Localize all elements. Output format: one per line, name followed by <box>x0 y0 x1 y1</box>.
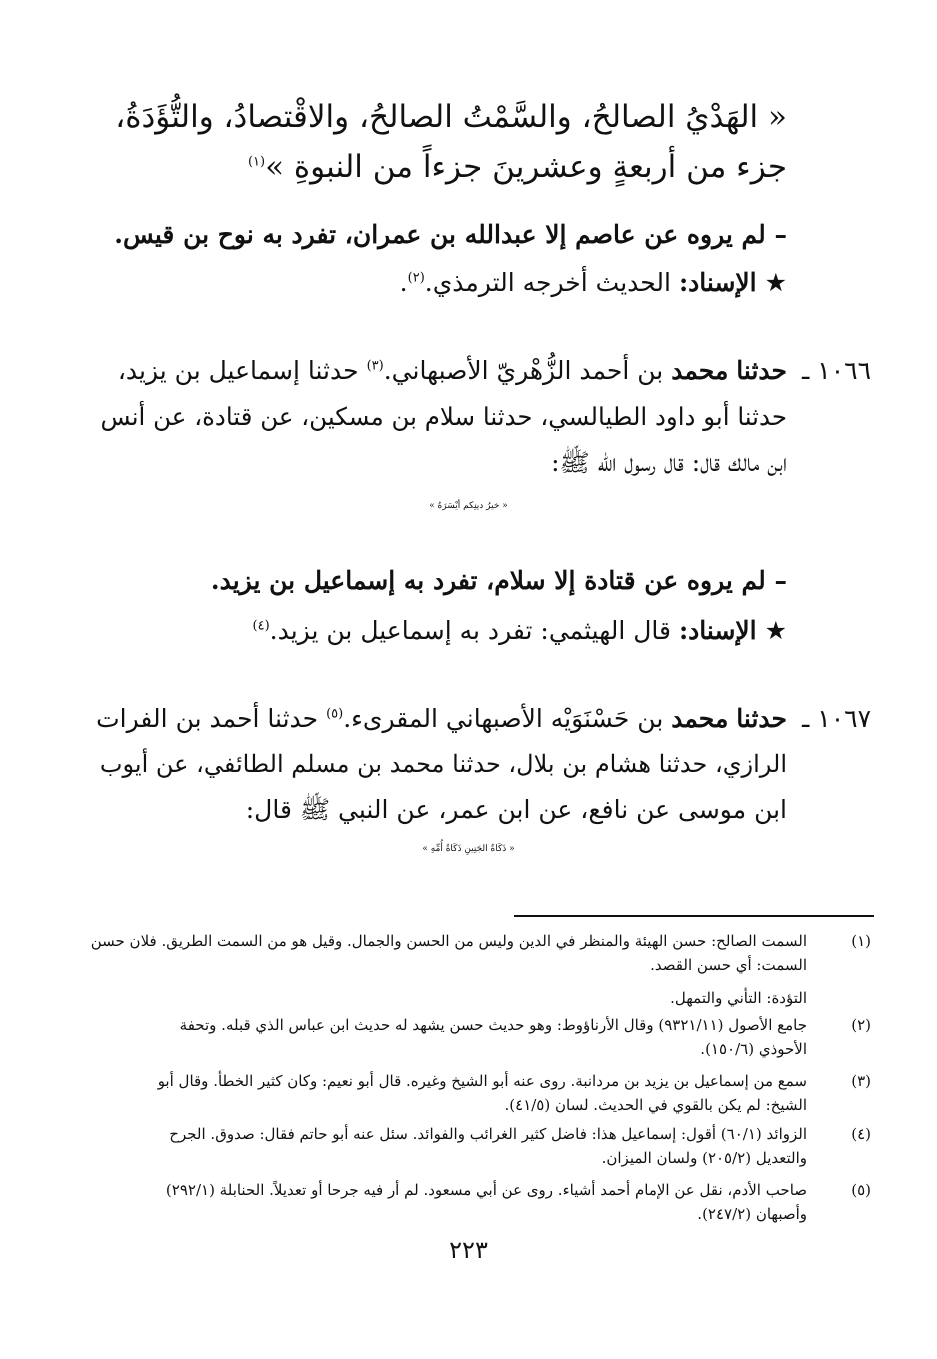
star-icon: ★ <box>764 616 787 645</box>
footnote-line: وأصبهان (٢٤٧/٢). <box>697 1205 807 1223</box>
isnad-line: ★ الإسناد: قال الهيثمي: تفرد به إسماعيل بن يزيد.$^{(٤)}$ <box>252 616 787 645</box>
isnad-label: الإسناد: <box>678 268 757 297</box>
footnote-ref: (٤) <box>252 618 270 634</box>
footnote-line: صاحب الأدم، نقل عن الإمام أحمد أشياء. روى عن أبي مسعود. لم أر فيه جرحا أو تعديلاً. الحنابلة (٢٩٢/١) <box>165 1181 807 1199</box>
star-icon: ★ <box>764 268 787 297</box>
footnote-line: السمت الصالح: حسن الهيئة والمنظر في الدين وليس من الحسن والجمال. وقيل هو من السمت الطريق. فلان حسن <box>90 932 807 950</box>
chain-line: حدثنا محمد بن حَسْنَوَيْه الأصبهاني المقرىء.$^{(٥)}$ حدثنا أحمد بن الفرات <box>96 704 787 733</box>
footnote-ref: (٥) <box>326 706 344 722</box>
chain-line: ابن مالك قال: قال رسول الله ﷺ: <box>551 448 787 477</box>
chain-line: حدثنا محمد بن أحمد الزُّهْريّ الأصبهاني.$^{(٣)}$ حدثنا إسماعيل بن يزيد، <box>117 356 787 385</box>
footnote-line: السمت: أي حسن القصد. <box>650 956 807 974</box>
isnad-label: الإسناد: <box>678 616 757 645</box>
hadith-text: « خيرُ دينِكم أيْسَرَهُ » <box>429 501 508 511</box>
hadith-text-line: « الهَدْيُ الصالحُ، والسَّمْتُ الصالحُ، والاقْتصادُ، والتُّؤَدَةُ، <box>115 99 787 135</box>
narration-note: – لم يروه عن قتادة إلا سلام، تفرد به إسماعيل بن يزيد. <box>210 566 787 595</box>
footnote-line: التؤدة: التأني والتمهل. <box>670 989 807 1007</box>
hadith-text-line: جزء من أربعةٍ وعشرينَ جزءاً من النبوةِ »$^{(١)}$ <box>247 149 787 185</box>
footnote-ref: (٢) <box>407 270 425 286</box>
hadith-number: ١٠٦٦ ـ <box>802 356 871 385</box>
footnote-ref: (٣) <box>366 358 384 374</box>
chain-line: ابن موسى عن نافع، عن ابن عمر، عن النبي ﷺ قال: <box>245 795 787 824</box>
footnote-line: سمع من إسماعيل بن يزيد بن مردانبة. روى عنه أبو الشيخ وغيره. قال أبو نعيم: وكان كثير الخطأ. وقال أبو <box>157 1072 807 1090</box>
footnote-number: (٤) <box>851 1125 871 1143</box>
footnote-line: والتعديل (٢٠٥/٢) ولسان الميزان. <box>601 1149 807 1167</box>
footnote-line: الزوائد (٦٠/١) أقول: إسماعيل هذا: فاضل كثير الغرائب والفوائد. سئل عنه أبو حاتم فقال: صدوق. الجرح <box>169 1125 807 1143</box>
narration-note: – لم يروه عن عاصم إلا عبدالله بن عمران، تفرد به نوح بن قيس. <box>114 220 787 249</box>
footnote-number: (٣) <box>851 1072 871 1090</box>
footnote-number: (١) <box>851 932 871 950</box>
footnote-number: (٢) <box>851 1016 871 1034</box>
footnote-number: (٥) <box>851 1181 871 1199</box>
page-number: ٢٢٣ <box>449 1236 488 1264</box>
isnad-line: ★ الإسناد: الحديث أخرجه الترمذي.$^{(٢)}$. <box>399 268 787 297</box>
footnote-line: الأحوذي (١٥٠/٦). <box>700 1040 807 1058</box>
footnote-line: الشيخ: لم يكن بالقوي في الحديث. لسان (٤١/٥). <box>504 1096 807 1114</box>
hadith-number: ١٠٦٧ ـ <box>802 704 871 733</box>
chain-line: حدثنا أبو داود الطيالسي، حدثنا سلام بن مسكين، عن قتادة، عن أنس <box>100 402 787 431</box>
footnote-ref: (١) <box>247 154 266 170</box>
hadith-text: « ذَكَاةُ الجَنِينِ ذَكَاةُ أُمِّهِ » <box>422 844 515 854</box>
footnote-separator <box>514 915 874 917</box>
footnote-line: جامع الأصول (٩٣٢١/١١) وقال الأرناؤوط: وهو حديث حسن يشهد له حديث ابن عباس الذي قبله. وتحفة <box>179 1016 807 1034</box>
chain-line: الرازي، حدثنا هشام بن بلال، حدثنا محمد بن مسلم الطائفي، عن أيوب <box>99 750 787 778</box>
